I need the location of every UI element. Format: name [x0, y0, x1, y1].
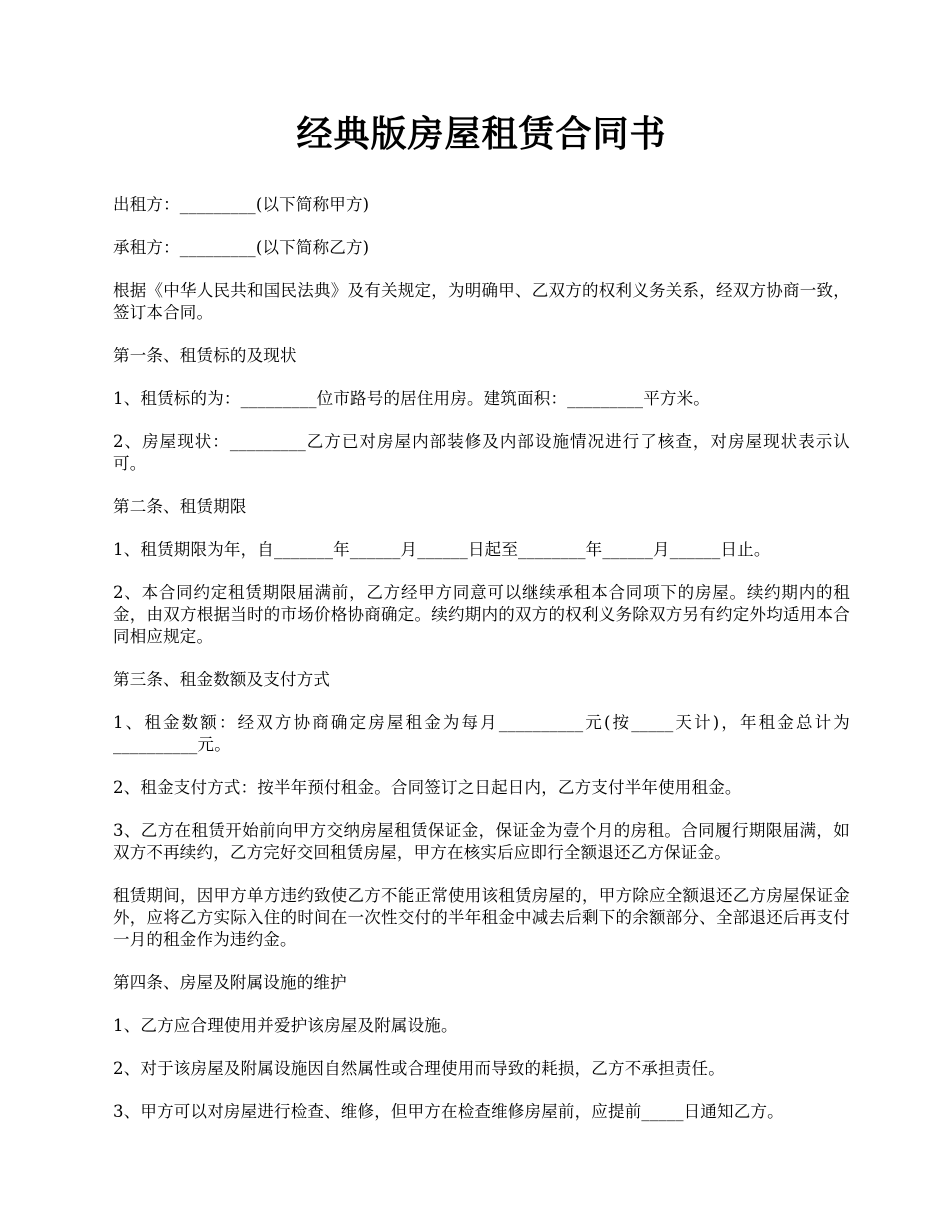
article-2-clause-1: 1、租赁期限为年，自_______年______月______日起至________年______月______日止。 — [113, 540, 771, 559]
article-2-clause-2: 2、本合同约定租赁期限届满前，乙方经甲方同意可以继续承租本合同项下的房屋。续约期内的租金，由双方根据当时的市场价格协商确定。续约期内的双方的权利义务除双方另有约定外均适用本合同相应规定。 — [113, 583, 850, 646]
preamble-paragraph: 根据《中华人民共和国民法典》及有关规定，为明确甲、乙双方的权利义务关系，经双方协商一致，签订本合同。 — [113, 281, 850, 322]
article-3-breach-paragraph: 租赁期间，因甲方单方违约致使乙方不能正常使用该租赁房屋的，甲方除应全额退还乙方房屋保证金外，应将乙方实际入住的时间在一次性交付的半年租金中减去后剩下的余额部分、全部退还后再支付一月的租金作为违约金。 — [113, 886, 850, 949]
article-1-clause-2: 2、房屋现状：_________乙方已对房屋内部装修及内部设施情况进行了核查，对房屋现状表示认可。 — [113, 432, 850, 473]
article-4-heading: 第四条、房屋及附属设施的维护 — [113, 973, 347, 992]
lessor-line: 出租方：_________(以下简称甲方) — [113, 195, 370, 214]
article-2-heading: 第二条、租赁期限 — [113, 497, 247, 516]
article-1-heading: 第一条、租赁标的及现状 — [113, 346, 297, 365]
article-3-clause-3: 3、乙方在租赁开始前向甲方交纳房屋租赁保证金，保证金为壹个月的房租。合同履行期限届满，如双方不再续约，乙方完好交回租赁房屋，甲方在核实后应即行全额退还乙方保证金。 — [113, 821, 850, 862]
article-1-clause-1: 1、租赁标的为：_________位市路号的居住用房。建筑面积：_________平方米。 — [113, 389, 710, 408]
article-3-clause-2: 2、租金支付方式：按半年预付租金。合同签订之日起日内，乙方支付半年使用租金。 — [113, 778, 742, 797]
article-4-clause-1: 1、乙方应合理使用并爱护该房屋及附属设施。 — [113, 1016, 458, 1035]
lessee-line: 承租方：_________(以下简称乙方) — [113, 238, 370, 257]
article-3-clause-1: 1、租金数额：经双方协商确定房屋租金为每月__________元(按_____天计)，年租金总计为__________元。 — [113, 713, 850, 754]
article-4-clause-3: 3、甲方可以对房屋进行检查、维修，但甲方在检查维修房屋前，应提前_____日通知乙方。 — [113, 1102, 784, 1121]
document-title: 经典版房屋租赁合同书 — [296, 113, 667, 155]
article-4-clause-2: 2、对于该房屋及附属设施因自然属性或合理使用而导致的耗损，乙方不承担责任。 — [113, 1059, 725, 1078]
article-3-heading: 第三条、租金数额及支付方式 — [113, 670, 331, 689]
